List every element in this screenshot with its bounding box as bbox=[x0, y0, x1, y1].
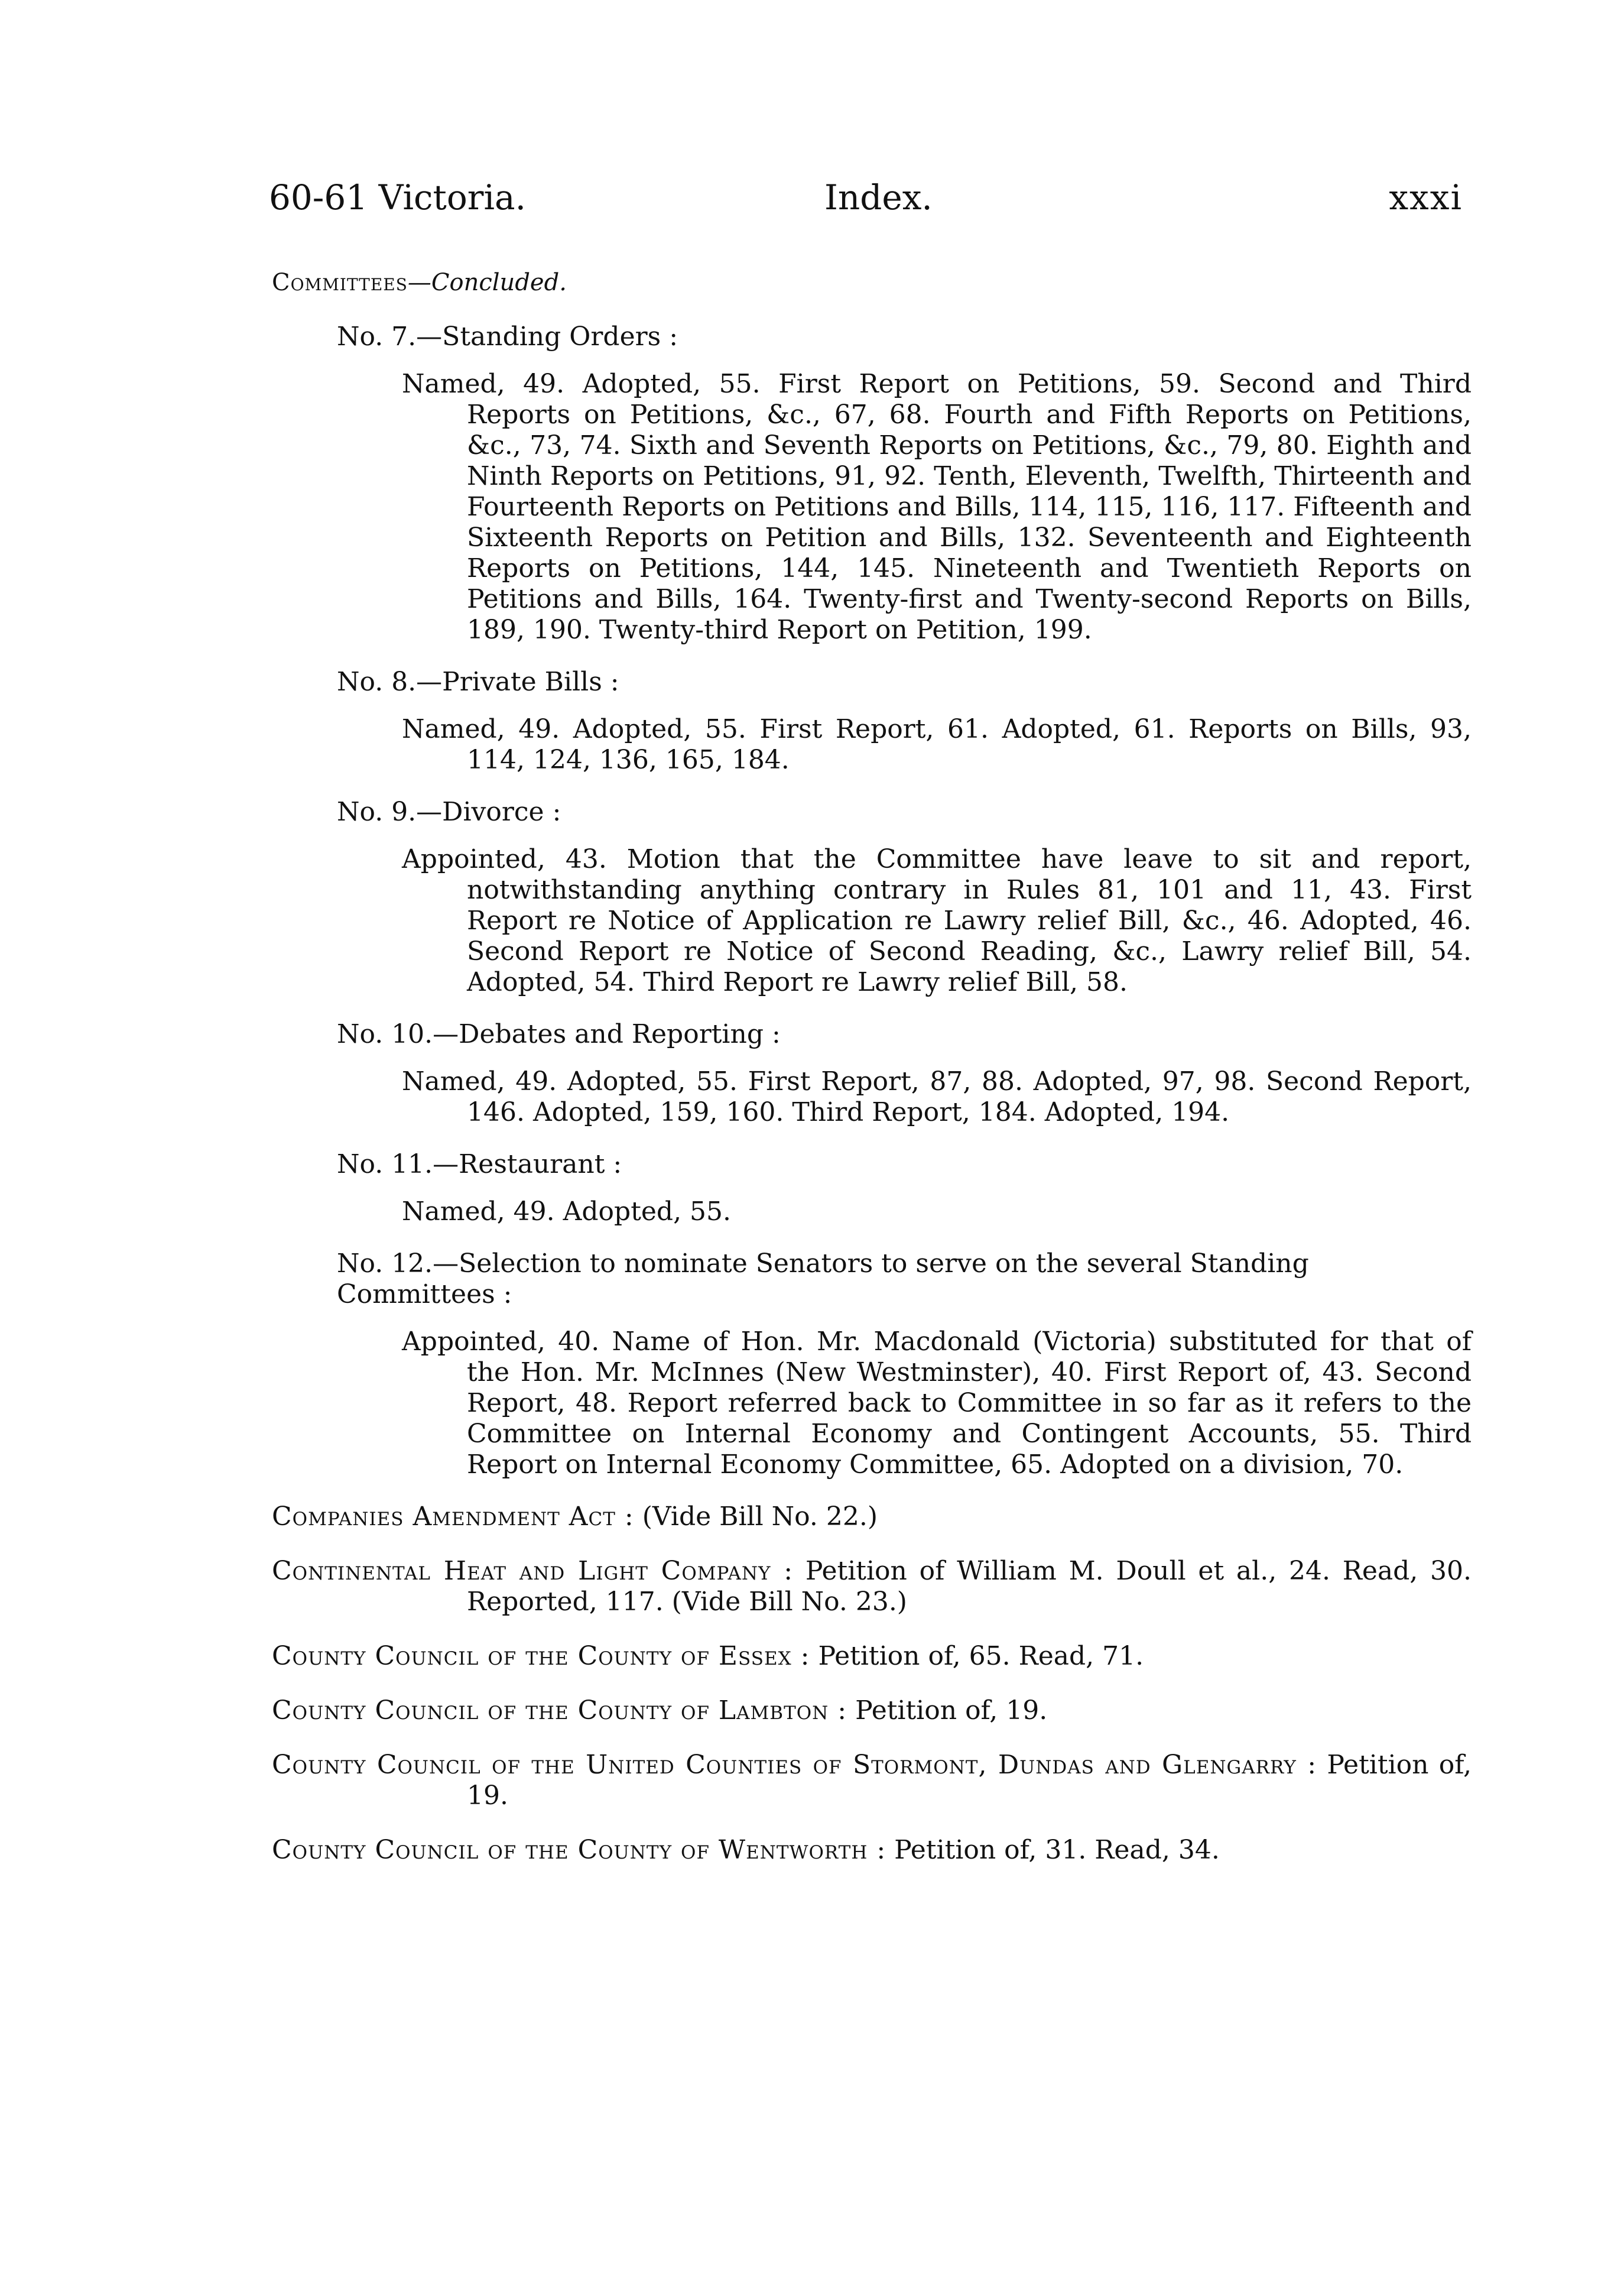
index-entry bbox=[272, 1502, 1472, 1532]
committee-title: No. 10.—Debates and Reporting : bbox=[337, 1019, 781, 1049]
header-title: Index. bbox=[824, 177, 933, 218]
committee-title: No. 7.—Standing Orders : bbox=[337, 322, 678, 352]
entry-text: (Vide Bill No. 22.) bbox=[634, 1502, 878, 1532]
committee-body: Named, 49. Adopted, 55. First Report, 87, 88. Adopted, 97, 98. Second Report, 146. Adopted, 159, 160. Third Report, 184. Adopted, 194. bbox=[402, 1066, 1472, 1127]
section-heading bbox=[272, 267, 1472, 298]
entry-label: County Council of the County of Wentworth : bbox=[272, 1835, 886, 1865]
committee-entry bbox=[272, 1248, 1472, 1480]
index-entry bbox=[272, 1641, 1472, 1672]
committee-body: Named, 49. Adopted, 55. bbox=[402, 1196, 732, 1227]
entry-text: Petition of, 31. Read, 34. bbox=[886, 1835, 1220, 1865]
section-label: Committees bbox=[272, 269, 408, 296]
entry-text: Petition of, 19. bbox=[847, 1695, 1048, 1726]
committee-entry bbox=[272, 1149, 1472, 1227]
committee-title: No. 8.—Private Bills : bbox=[337, 667, 619, 697]
entry-text: Petition of, 65. Read, 71. bbox=[810, 1641, 1144, 1671]
committee-title: No. 9.—Divorce : bbox=[337, 797, 561, 827]
committee-entry bbox=[272, 322, 1472, 646]
header-session: 60-61 Victoria. bbox=[269, 177, 527, 218]
committee-entry bbox=[272, 667, 1472, 776]
committee-body: Named, 49. Adopted, 55. First Report on Petitions, 59. Second and Third Reports on Petitions, &c., 67, 68. Fourth and Fifth Reports on Petitions, &c., 73, 74. Sixth and Seventh Reports on Petitions, &c., 79, 80. Eighth and Ninth Reports on Petitions, 91, 92. Tenth, Eleventh, Twelfth, Thirteenth and Fourteenth Reports on Petitions and Bills, 114, 115, 116, 117. Fifteenth and Sixteenth Reports on Petition and Bills, 132. Seventeenth and Eighteenth Reports on Petitions, 144, 145. Nineteenth and Twentieth Reports on Petitions and Bills, 164. Twenty-first and Twenty-second Reports on Bills, 189, 190. Twenty-third Report on Petition, 199. bbox=[402, 369, 1472, 645]
committee-title: No. 12.—Selection to nominate Senators to serve on the several Standing Committees : bbox=[337, 1248, 1309, 1309]
header-page-number: xxxi bbox=[1389, 177, 1463, 218]
entry-label: County Council of the County of Lambton : bbox=[272, 1695, 847, 1726]
committee-title: No. 11.—Restaurant : bbox=[337, 1149, 622, 1179]
index-entry bbox=[272, 1556, 1472, 1617]
index-entry bbox=[272, 1695, 1472, 1726]
index-entry bbox=[272, 1750, 1472, 1811]
committee-entry bbox=[272, 1019, 1472, 1128]
entry-text: Petition of William M. Doull et al., 24. Read, 30. Reported, 117. (Vide Bill No. 23.) bbox=[467, 1556, 1472, 1617]
page-header bbox=[269, 177, 1463, 231]
committee-body: Appointed, 43. Motion that the Committee have leave to sit and report, notwithstanding anything contrary in Rules 81, 101 and 11, 43. First Report re Notice of Application re Lawry relief Bill, &c., 46. Adopted, 46. Second Report re Notice of Second Reading, &c., Lawry relief Bill, 54. Adopted, 54. Third Report re Lawry relief Bill, 58. bbox=[402, 844, 1472, 997]
committee-body: Named, 49. Adopted, 55. First Report, 61. Adopted, 61. Reports on Bills, 93, 114, 124, 136, 165, 184. bbox=[402, 714, 1472, 775]
entry-label: Companies Amendment Act : bbox=[272, 1502, 634, 1532]
entry-label: County Council of the United Counties of Stormont, Dundas and Glengarry : bbox=[272, 1750, 1317, 1780]
index-body bbox=[272, 267, 1472, 1889]
entry-text: Petition of, 19. bbox=[467, 1750, 1472, 1811]
section-suffix: —Concluded. bbox=[407, 269, 567, 296]
committee-body: Appointed, 40. Name of Hon. Mr. Macdonald (Victoria) substituted for that of the Hon. Mr. McInnes (New Westminster), 40. First Report of, 43. Second Report, 48. Report referred back to Committee in so far as it refers to the Committee on Internal Economy and Contingent Accounts, 55. Third Report on Internal Economy Committee, 65. Adopted on a division, 70. bbox=[402, 1327, 1472, 1480]
entry-label: County Council of the County of Essex : bbox=[272, 1641, 810, 1671]
committee-entry bbox=[272, 797, 1472, 998]
entry-label: Continental Heat and Light Company : bbox=[272, 1556, 794, 1586]
index-entry bbox=[272, 1835, 1472, 1866]
